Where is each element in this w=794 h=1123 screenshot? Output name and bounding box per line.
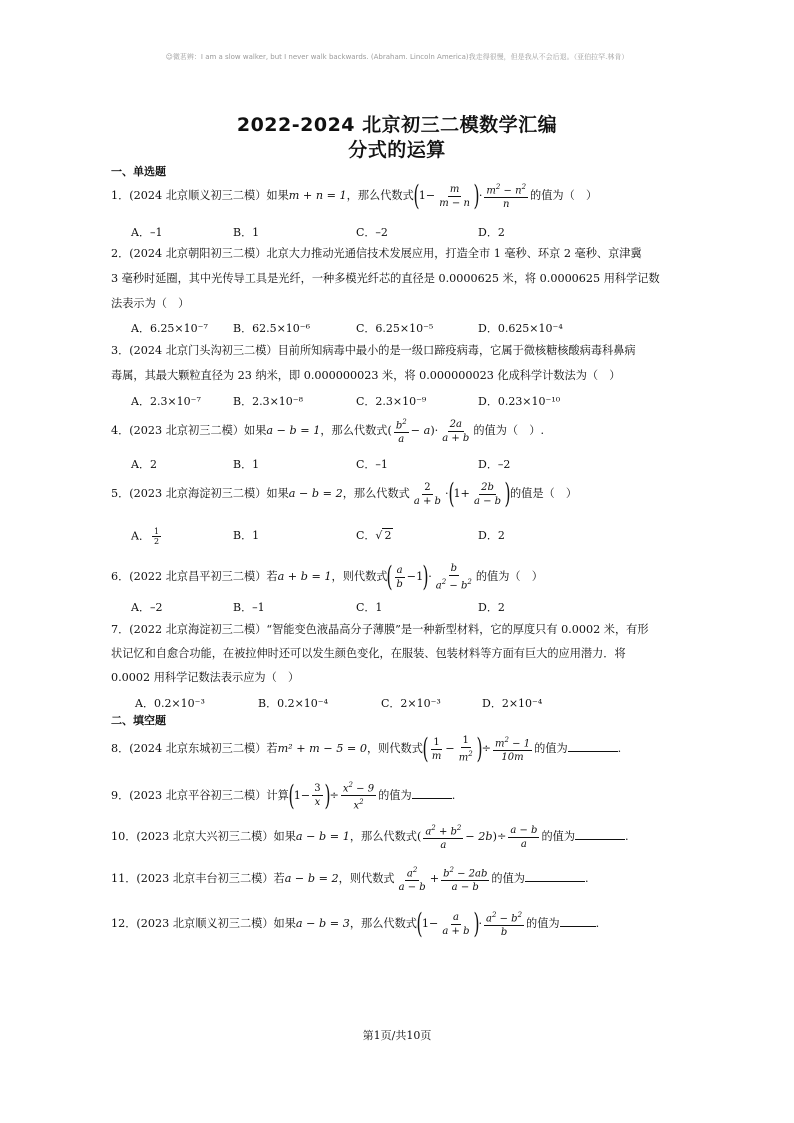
q3-option-c: C．2.3×10⁻⁹	[356, 395, 427, 408]
q9-prefix: 9．(2023 北京平谷初三二模）计算	[111, 788, 289, 802]
q8-prefix: 8．(2024 北京东城初三二模）若	[111, 742, 278, 756]
q11-suffix: 的值为	[491, 872, 525, 886]
q4-condition: a − b = 1	[266, 424, 321, 438]
q8-answer-blank[interactable]	[568, 740, 618, 752]
question-3-line-1: 3．(2024 北京门头沟初三二模）目前所知病毒中最小的是一级口蹄疫病毒，它属于微核糖核酸病毒科鼻病	[111, 344, 636, 357]
q5-option-a-label: A．	[131, 529, 150, 543]
q11-end: .	[584, 872, 589, 886]
q11-answer-blank[interactable]	[525, 870, 585, 882]
q1-option-d: D．2	[478, 226, 505, 239]
q5-option-b: B．1	[233, 529, 260, 542]
q1-prefix: 1．(2024 北京顺义初三二模）如果	[111, 189, 289, 203]
q3-option-a: A．2.3×10⁻⁷	[131, 395, 201, 408]
q6-option-d: D．2	[478, 601, 505, 614]
q9-answer-blank[interactable]	[412, 787, 452, 799]
q5-mid: ，那么代数式	[342, 487, 410, 500]
q5-option-a-denominator: 2	[153, 537, 160, 546]
q12-mid: ，那么代数式	[349, 917, 417, 931]
question-6: 6．(2022 北京昌平初三二模）若a + b = 1，则代数式( $\frac{a}{b}$ −1)· $\frac{b}{a^2 - b^2}$ 的值为（ ）	[111, 560, 543, 594]
q5-suffix: 的值是（ ）	[509, 487, 578, 500]
q1-option-c: C．–2	[356, 226, 388, 239]
q5-option-c-label: C．	[356, 529, 376, 542]
watermark-text: ☺微茗辨：I am a slow walker, but I never walk backwards. (Abraham. Lincoln America)我走得很慢，但是我从不会后退。（亚伯拉罕.林肯）	[165, 53, 629, 61]
q9-end: .	[451, 788, 456, 802]
q4-suffix: 的值为（ ）.	[473, 424, 545, 438]
section-fill-in: 二、填空题	[111, 714, 166, 727]
question-2-line-3: 法表示为（ ）	[111, 297, 190, 310]
q2-option-a: A．6.25×10⁻⁷	[131, 322, 208, 335]
q4-option-a: A．2	[131, 458, 157, 471]
q5-option-c: C．√ 2	[356, 529, 392, 542]
q10-condition: a − b = 1	[295, 830, 350, 844]
q12-end: .	[595, 917, 600, 931]
question-3-line-2: 毒属，其最大颗粒直径为 23 纳米，即 0.000000023 米，将 0.000000023 化成科学计数法为（ ）	[111, 369, 621, 382]
question-7-line-1: 7．(2022 北京海淀初三二模）“智能变色液晶高分子薄膜”是一种新型材料，它的厚度只有 0.0002 米，有形	[111, 623, 649, 636]
q4-prefix: 4．(2023 北京初三二模）如果	[111, 424, 267, 438]
q11-mid: ，则代数式	[338, 872, 395, 886]
question-8: 8．(2024 北京东城初三二模）若m² + m − 5 = 0，则代数式( $\frac{1}{m}$ − $\frac{1}{m^2}$ )÷ $\frac{m^2 - 1}{10m}$ 的值为 .	[111, 732, 622, 766]
q4-option-c: C．–1	[356, 458, 388, 471]
q11-prefix: 11．(2023 北京丰台初三二模）若	[111, 872, 285, 886]
q9-suffix: 的值为	[378, 788, 412, 802]
q10-prefix: 10．(2023 北京大兴初三二模）如果	[111, 830, 296, 844]
page-footer: 第1页/共10页	[362, 1029, 432, 1042]
question-10: 10．(2023 北京大兴初三二模）如果a − b = 1，那么代数式( $\frac{a^2 + b^2}{a}$ − 2b)÷ $\frac{a - b}{a}$ 的值为 .	[111, 824, 629, 852]
q2-option-c: C．6.25×10⁻⁵	[356, 322, 434, 335]
q5-option-a	[131, 527, 163, 546]
question-1: 1．(2024 北京顺义初三二模）如果m + n = 1，那么代数式(1− $\frac{m}{m - n}$ )· $\frac{m^2 - n^2}{n}$ 的值为（ ）	[111, 179, 598, 213]
q8-suffix: 的值为	[534, 742, 568, 756]
question-4: 4．(2023 北京初三二模）如果a − b = 1，那么代数式( $\frac{b^2}{a}$ − a)· $\frac{2a}{a + b}$ 的值为（ ）.	[111, 418, 545, 446]
q6-mid: ，则代数式	[331, 570, 388, 584]
q6-suffix: 的值为（ ）	[475, 570, 543, 584]
q6-option-c: C．1	[356, 601, 383, 614]
q5-prefix: 5．(2023 北京海淀初三二模）如果	[111, 487, 289, 500]
q1-mid: ，那么代数式	[346, 189, 414, 203]
section-single-choice: 一、单选题	[111, 165, 166, 178]
q7-option-b: B．0.2×10⁻⁴	[258, 697, 329, 710]
q10-answer-blank[interactable]	[575, 828, 625, 840]
q2-option-b: B．62.5×10⁻⁶	[233, 322, 311, 335]
question-2-line-2: 3 毫秒时延圈，其中光传导工具是光纤，一种多模光纤芯的直径是 0.0000625 米，将 0.0000625 用科学记数	[111, 272, 660, 285]
question-7-line-3: 0.0002 用科学记数法表示应为（ ）	[111, 671, 300, 684]
q4-option-d: D．–2	[478, 458, 511, 471]
q4-mid: ，那么代数式	[320, 424, 388, 438]
q5-option-a-numerator: 1	[153, 527, 160, 536]
q12-answer-blank[interactable]	[560, 915, 596, 927]
q6-condition: a + b = 1	[277, 570, 332, 584]
q7-option-c: C．2×10⁻³	[381, 697, 441, 710]
q2-option-d: D．0.625×10⁻⁴	[478, 322, 563, 335]
q7-option-d: D．2×10⁻⁴	[482, 697, 543, 710]
q8-end: .	[617, 742, 622, 756]
q10-end: .	[625, 830, 629, 844]
q12-suffix: 的值为	[526, 917, 560, 931]
question-5: 5．(2023 北京海淀初三二模）如果a − b = 2，那么代数式 $\frac{2}{a + b}$ ·(1+ $\frac{2b}{a - b}$ )的值是（ ）	[111, 477, 578, 510]
question-2-line-1: 2．(2024 北京朝阳初三二模）北京大力推动光通信技术发展应用，打造全市 1 毫秒、环京 2 毫秒、京津冀	[111, 247, 642, 260]
q8-mid: ，则代数式	[366, 742, 423, 756]
q11-condition: a − b = 2	[284, 872, 339, 886]
q12-prefix: 12．(2023 北京顺义初三二模）如果	[111, 917, 296, 931]
q10-mid: ，那么代数式	[349, 830, 417, 844]
q10-suffix: 的值为	[541, 830, 576, 844]
q6-option-b: B．–1	[233, 601, 265, 614]
q3-option-d: D．0.23×10⁻¹⁰	[478, 395, 561, 408]
question-12: 12．(2023 北京顺义初三二模）如果a − b = 3，那么代数式(1− $\frac{a}{a + b}$ )· $\frac{a^2 - b^2}{b}$ 的值为 .	[111, 907, 600, 941]
q5-option-c-radicand: 2	[384, 529, 392, 542]
q1-condition: m + n = 1	[288, 189, 347, 203]
q7-option-a: A．0.2×10⁻³	[135, 697, 205, 710]
q6-prefix: 6．(2022 北京昌平初三二模）若	[111, 570, 278, 584]
q5-condition: a − b = 2	[288, 487, 343, 500]
q12-condition: a − b = 3	[295, 917, 350, 931]
q1-suffix: 的值为（ ）	[530, 189, 598, 203]
q1-option-b: B．1	[233, 226, 260, 239]
document-subtitle: 分式的运算	[348, 139, 446, 161]
q8-condition: m² + m − 5 = 0	[277, 742, 367, 756]
q4-option-b: B．1	[233, 458, 260, 471]
q5-option-d: D．2	[478, 529, 505, 542]
q6-option-a: A．–2	[131, 601, 163, 614]
q1-option-a: A．–1	[131, 226, 163, 239]
question-11: 11．(2023 北京丰台初三二模）若a − b = 2，则代数式 $\frac{a^2}{a - b}$ + $\frac{b^2 - 2ab}{a - b}$ 的值为 .	[111, 866, 589, 894]
document-title: 2022-2024 北京初三二模数学汇编	[236, 114, 558, 136]
q3-option-b: B．2.3×10⁻⁸	[233, 395, 304, 408]
question-7-line-2: 状记忆和自愈合功能，在被拉伸时还可以发生颜色变化，在服装、包装材料等方面有巨大的应用潜力．将	[111, 647, 626, 660]
question-9: 9．(2023 北京平谷初三二模）计算(1− $\frac{3}{x}$ )÷ $\frac{x^2 - 9}{x^2}$ 的值为 .	[111, 778, 456, 812]
